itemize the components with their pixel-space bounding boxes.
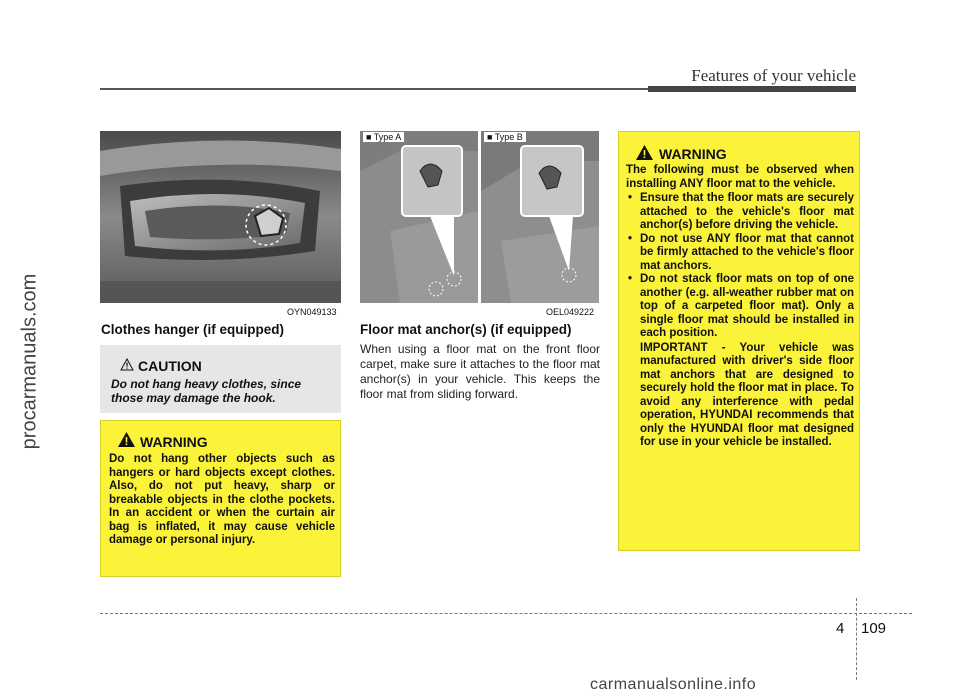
type-a-label: ■ Type A bbox=[363, 132, 404, 142]
warning-bullet: • Do not use ANY floor mat that cannot be firmly attached to the vehicle's floor mat anchors. bbox=[626, 233, 854, 274]
clothes-hanger-heading: Clothes hanger (if equipped) bbox=[101, 322, 285, 337]
side-watermark: procarmanuals.com bbox=[18, 273, 41, 450]
warning-icon bbox=[117, 431, 136, 453]
floor-mat-body: When using a floor mat on the front floor carpet, make sure it attaches to the floor mat anchor(s) in your vehicle. This keeps the floor mat from sliding forward. bbox=[360, 342, 600, 401]
warning-title: WARNING bbox=[659, 146, 727, 162]
header-bar bbox=[648, 86, 856, 92]
header-rule bbox=[100, 88, 648, 90]
caution-text: Do not hang heavy clothes, since those may damage the hook. bbox=[111, 377, 302, 405]
caution-icon bbox=[120, 358, 134, 376]
warning-intro-text: The following must be observed when installing ANY floor mat to the vehicle. bbox=[626, 164, 854, 190]
caution-box bbox=[100, 345, 341, 413]
caution-title: CAUTION bbox=[138, 358, 202, 374]
warning-bullet-list bbox=[626, 192, 854, 341]
footer-divider bbox=[856, 598, 857, 680]
floor-mat-image-code: OEL049222 bbox=[546, 307, 595, 317]
warning-intro bbox=[626, 164, 854, 450]
page-number: 109 bbox=[861, 620, 887, 637]
warning-text: Do not hang other objects such as hangers or hard objects except clothes. Also, do not put heavy, sharp or breakable objects in the clothe pockets. In an accident or when the curtain air bag is inflated, it may cause vehicle damage or personal injury. bbox=[109, 453, 335, 546]
clothes-hanger-image-code: OYN049133 bbox=[287, 307, 337, 317]
bottom-watermark: carmanualsonline.info bbox=[590, 676, 757, 693]
footer-rule bbox=[100, 613, 912, 614]
warning-bullet: • Do not stack floor mats on top of one another (e.g. all-weather rubber mat on top of a carpeted floor mat). Only a single floor mat should be installed in each position. bbox=[626, 273, 854, 341]
floor-mat-warning-box bbox=[618, 131, 860, 551]
floor-mat-photo-type-b bbox=[481, 131, 599, 303]
clothes-hanger-warning-box bbox=[100, 420, 341, 577]
type-b-label: ■ Type B bbox=[484, 132, 526, 142]
warning-important-text: IMPORTANT - Your vehicle was manufactured with driver's side floor mat anchors that are designed to securely hold the floor mat in place. To avoid any interference with pedal operation, HYUNDAI recommends that only the HYUNDAI floor mat designed for use in your vehicle be installed. bbox=[640, 341, 854, 448]
warning-icon bbox=[635, 144, 654, 166]
clothes-hanger-photo bbox=[100, 131, 341, 303]
floor-mat-photo-type-a bbox=[360, 131, 478, 303]
chapter-number: 4 bbox=[836, 620, 845, 637]
warning-bullet: • Ensure that the floor mats are securely attached to the vehicle's floor mat anchor(s) before driving the vehicle. bbox=[626, 192, 854, 233]
warning-title: WARNING bbox=[140, 434, 208, 450]
floor-mat-heading: Floor mat anchor(s) (if equipped) bbox=[360, 322, 572, 337]
running-header: Features of your vehicle bbox=[691, 66, 856, 85]
